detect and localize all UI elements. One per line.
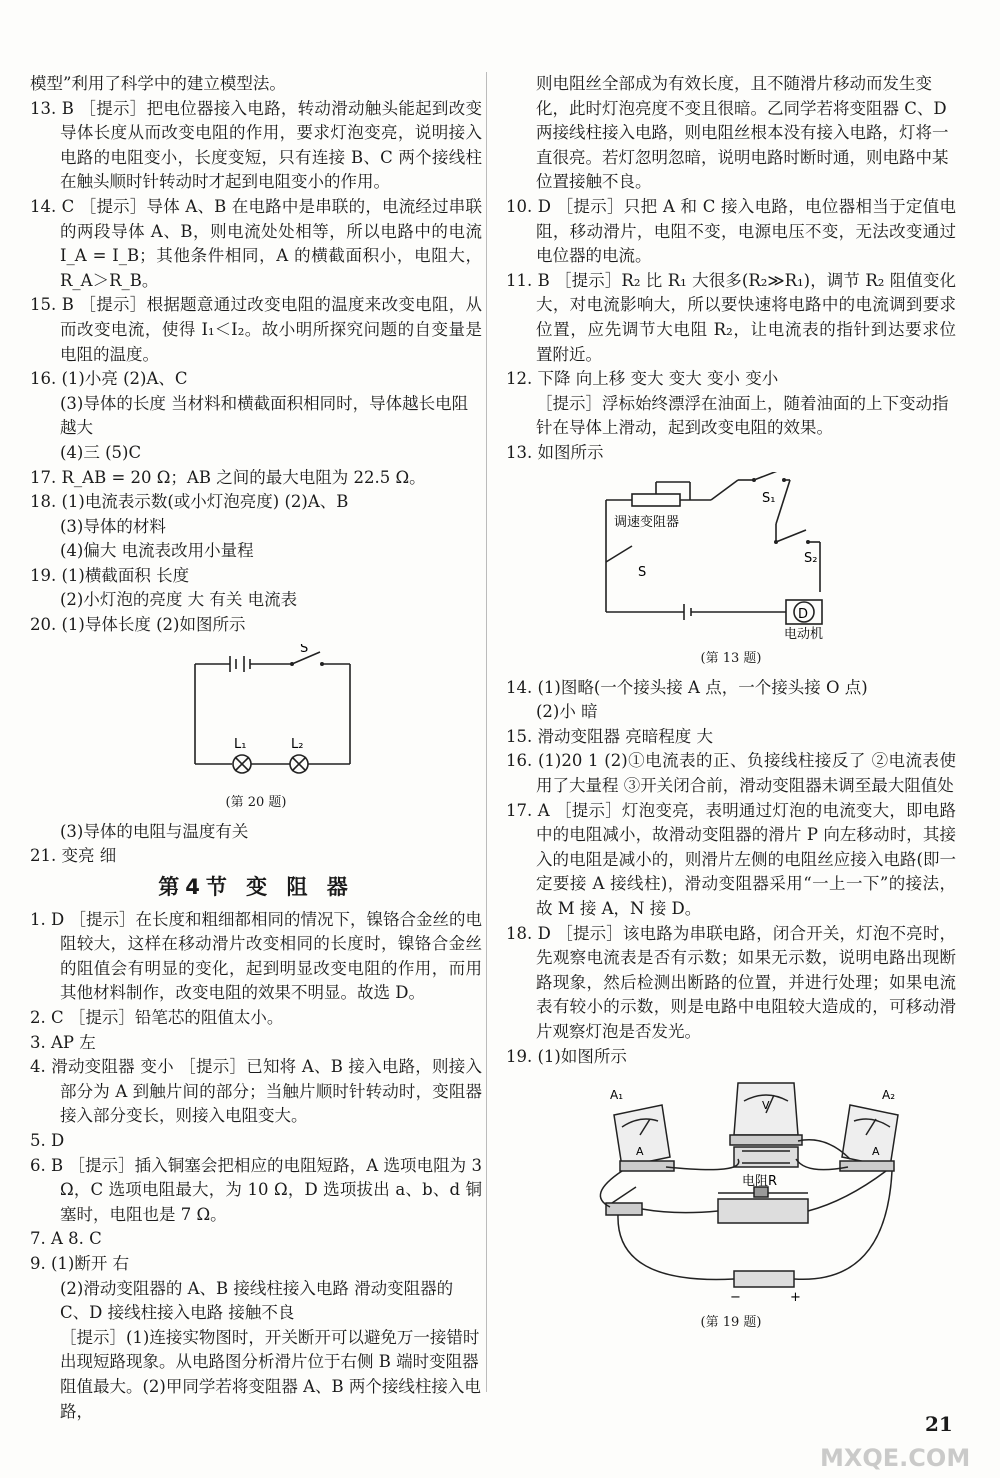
section-answer-2: 2. C ［提示］铅笔芯的阻值太小。 [30,1008,284,1027]
section-answer-14-part: (2)小 暗 [536,702,598,722]
figure-caption: (第 13 题) [700,651,762,667]
section-heading: 第4节 变 阻 器 [158,875,354,900]
circuit-diagram-20 [30,644,482,784]
column-divider [486,72,487,1392]
battery-plus-label: + [790,1290,801,1304]
answer-16-part: (3)导体的长度 当材料和横截面积相同时，导体越长电阻越大 [60,393,469,438]
answer-18-part: (3)导体的材料 [60,516,166,536]
figure-20 [30,644,482,816]
section-answer-19: 19. (1)如图所示 [506,1046,627,1066]
answer-20: 20. (1)导体长度 (2)如图所示 [30,615,246,635]
rheostat-label: 调速变阻器 [614,514,680,530]
motor-letter: D [798,606,809,622]
text-line: 模型”利用了科学中的建立模型法。 [30,74,286,93]
section-answer-4: 4. 滑动变阻器 变小 ［提示］已知将 A、B 接入电路，则接入部分为 A 到触片间的部分；当触片顺时针转动时，变阻器接入部分变长，则接入电阻变大。 [30,1057,482,1126]
section-answer-11: 11. B ［提示］R₂ 比 R₁ 大很多(R₂≫R₁)，调节 R₂ 阻值变化大，对电流影响大，所以要快速将电路中的电流调到要求位置，应先调节大电阻 R₂，让电流表的指针到达要求位置附近。 [506,270,956,364]
section-answer-14: 14. (1)图略(一个接头接 A 点，一个接头接 O 点) [506,677,868,697]
switch-label: S [300,643,309,656]
section-answer-17: 17. A ［提示］灯泡变亮，表明通过灯泡的电流变大，即电路中的电阻减小，故滑动变阻器的滑片 P 向左移动时，其接入的电阻是减小的，则滑片左侧的电阻丝应接入电路(即一定要接 A 接线柱)，滑动变阻器采用“一上一下”的接法，故 M 接 A，N 接 D。 [506,800,956,919]
resistor-label: 电阻R [742,1174,778,1190]
answer-15: 15. B ［提示］根据题意通过改变电阻的温度来改变电阻，从而改变电流，使得 I₁＜I₂。故小明所探究问题的自变量是电阻的温度。 [30,295,482,364]
section-answer-9-hint: ［提示］(1)连接实物图时，开关断开可以避免万一接错时出现短路现象。从电路图分析滑片位于右侧 B 端时变阻器阻值最大。(2)甲同学若将变阻器 A、B 两个接线柱接入电路， [60,1327,481,1421]
section-answer-12: 12. 下降 向上移 变大 变大 变小 变小 [506,369,779,389]
section-answer-18: 18. D ［提示］该电路为串联电路，闭合开关，灯泡不亮时，先观察电流表是否有示数；如果无示数，说明电路出现断路现象，然后检测出断路的位置，并进行处理；如果电流表有较小的示数，则是电路中电阻较大造成的，可移动滑片观察灯泡是否发光。 [506,923,956,1041]
ammeter-a2-label: A₂ [882,1088,896,1103]
figure-13 [506,472,956,672]
answer-9-continued: 则电阻丝全部成为有效长度，且不随滑片移动而发生变化，此时灯泡亮度不变且很暗。乙同学若将变阻器 C、D 两接线柱接入电路，则电阻丝根本没有接入电路，灯将一直很亮。若灯忽明忽暗，说明电路时断时通，则电路中某位置接触不良。 [536,74,949,192]
answer-16: 16. (1)小亮 (2)A、C [30,369,188,389]
ammeter-a1-face-label: A [636,1145,644,1159]
answer-19: 19. (1)横截面积 长度 [30,565,190,585]
answer-16-part: (4)三 (5)C [60,442,142,462]
right-column [506,72,956,1339]
section-answer-7-8: 7. A 8. C [30,1229,102,1249]
answer-13: 13. B ［提示］把电位器接入电路，转动滑动触头能起到改变导体长度从而改变电阻的作用，要求灯泡变亮，说明接入电路的电阻变小，长度变短，只有连接 B、C 两个接线柱在触头顺时针转动时才起到电阻变小的作用。 [30,98,482,192]
figure-caption: (第 20 题) [225,795,287,811]
answer-20-part: (3)导体的电阻与温度有关 [60,821,249,841]
battery-minus-label: − [730,1290,741,1304]
section-answer-16: 16. (1)20 1 (2)①电流表的正、负接线柱接反了 ②电流表使用了大量程 ③开关闭合前，滑动变阻器未调至最大阻值处 [506,751,956,796]
section-answer-9-part: (2)滑动变阻器的 A、B 接线柱接入电路 滑动变阻器的 C、D 接线柱接入电路 接触不良 [60,1278,454,1323]
section-answer-13: 13. 如图所示 [506,442,604,462]
answer-14: 14. C ［提示］导体 A、B 在电路中是串联的，电流经过串联的两段导体 A、B，则电流处处相等，所以电路中的电流 I_A = I_B；其他条件相同，A 的横截面积小，电阻大，R_A＞R_B。 [30,196,482,290]
circuit-diagram-13 [506,472,956,640]
page-number: 21 [925,1412,953,1436]
apparatus-diagram-19 [506,1075,956,1303]
watermark-logo [810,1396,990,1476]
left-column [30,72,482,1424]
section-answer-15: 15. 滑动变阻器 亮暗程度 大 [506,726,713,746]
section-answer-10: 10. D ［提示］只把 A 和 C 接入电路，电位器相当于定值电阻，移动滑片，电阻不变，电源电压不变，无法改变通过电位器的电流。 [506,196,956,266]
section-answer-5: 5. D [30,1130,65,1150]
answer-19-part: (2)小灯泡的亮度 大 有关 电流表 [60,590,298,610]
motor-label: 电动机 [784,626,824,640]
section-answer-1: 1. D ［提示］在长度和粗细都相同的情况下，镍铬合金丝的电阻较大，这样在移动滑片改变相同的长度时，镍铬合金丝的阻值会有明显的变化，起到明显改变电阻的作用，而用其他材料制作，改变电阻的效果不明显。故选 D。 [30,909,482,1003]
ammeter-a2-face-label: A [872,1145,880,1159]
lamp-label-l1: L₁ [234,736,247,752]
section-answer-3: 3. AP 左 [30,1032,96,1052]
section-answer-6: 6. B ［提示］插入铜塞会把相应的电阻短路，A 选项电阻为 3 Ω，C 选项电阻最大，为 10 Ω，D 选项拔出 a、b、d 铜塞时，电阻也是 7 Ω。 [30,1155,482,1224]
figure-caption: (第 19 题) [700,1314,762,1330]
answer-21: 21. 变亮 细 [30,846,117,866]
answer-17: 17. R_AB = 20 Ω；AB 之间的最大电阻为 22.5 Ω。 [30,467,426,487]
switch-s2-label: S₂ [804,550,818,566]
section-answer-9: 9. (1)断开 右 [30,1253,130,1273]
switch-s-label: S [638,564,647,580]
answer-18: 18. (1)电流表示数(或小灯泡亮度) (2)A、B [30,492,349,512]
section-answer-12-hint: ［提示］浮标始终漂浮在油面上，随着油面的上下变动指针在导体上滑动，起到改变电阻的效果。 [536,393,949,438]
watermark-text: MXQE.COM [820,1444,971,1472]
switch-s1-label: S₁ [762,490,776,506]
voltmeter-face-label: V [762,1099,770,1113]
ammeter-a1-label: A₁ [610,1088,624,1103]
lamp-label-l2: L₂ [291,736,304,752]
answer-18-part: (4)偏大 电流表改用小量程 [60,541,254,561]
figure-19 [506,1075,956,1335]
